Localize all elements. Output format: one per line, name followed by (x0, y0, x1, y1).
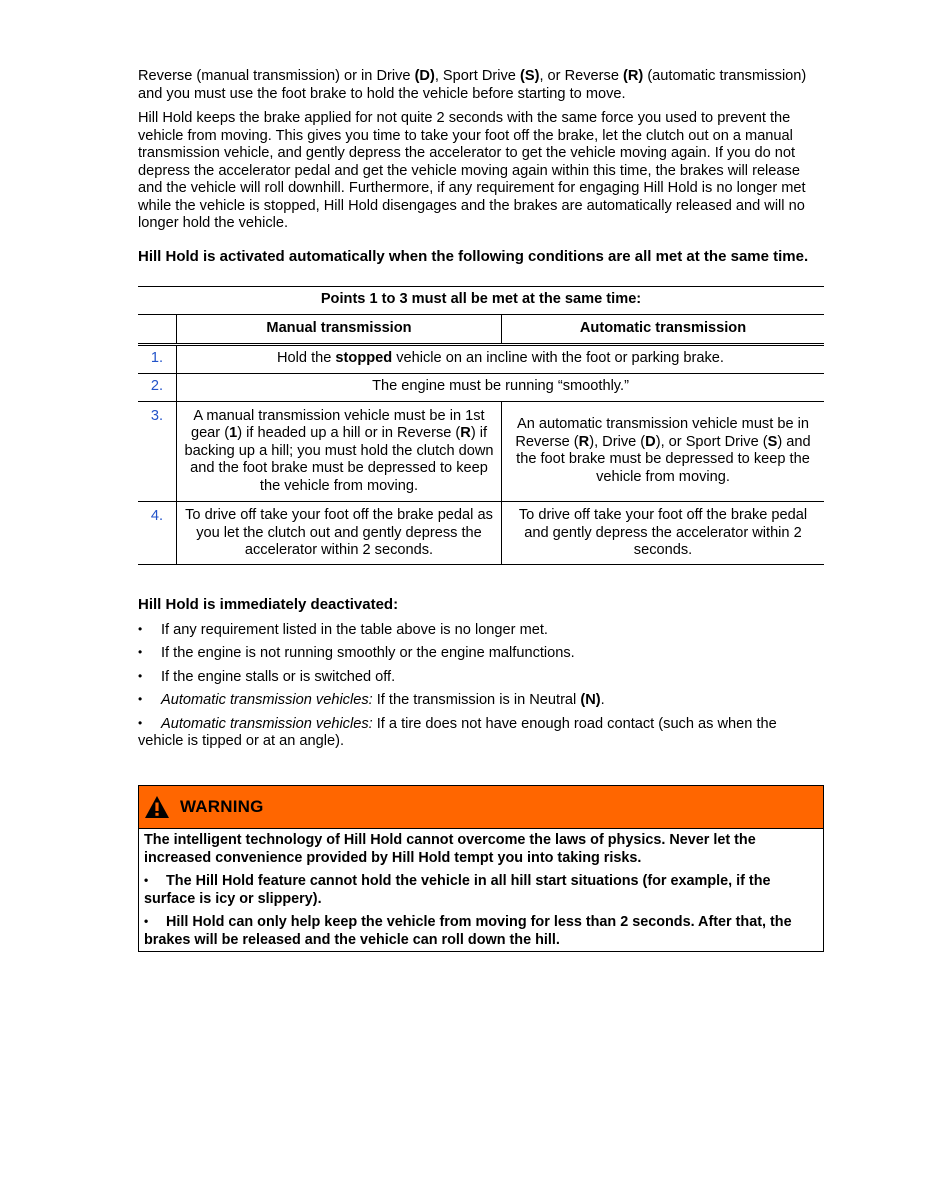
deactivated-list (138, 621, 824, 751)
deactivated-heading: Hill Hold is immediately deactivated: (138, 595, 399, 613)
automatic-cell: An automatic transmission vehicle must be in Reverse (R), Drive (D), or Sport Drive (S) and the foot brake must be depressed to keep the vehicle from moving. (502, 401, 825, 502)
table-corner-cell (138, 314, 177, 344)
row-combined-cell: Hold the stopped vehicle on an incline with the foot or parking brake. (177, 344, 825, 373)
warning-box (138, 785, 824, 952)
list-item-text: If any requirement listed in the table above is no longer met. (161, 621, 548, 638)
row-number: 2. (138, 373, 177, 401)
manual-cell: A manual transmission vehicle must be in 1st gear (1) if headed up a hill or in Reverse (R) if backing up a hill; you must hold the clutch down and the foot brake must be depressed to keep the vehicle from moving. (177, 401, 502, 502)
list-item (138, 621, 824, 640)
list-item (138, 668, 824, 687)
warning-bullet (144, 913, 818, 949)
column-header-automatic: Automatic transmission (502, 314, 825, 344)
page-content (138, 68, 824, 756)
bullet-icon: • (138, 645, 143, 659)
row-number: 3. (138, 401, 177, 502)
conditions-heading: Hill Hold is activated automatically when the following conditions are all met at the same time. (138, 247, 809, 265)
warning-intro: The intelligent technology of Hill Hold cannot overcome the laws of physics. Never let the increased convenience provided by Hill Hold tempt you into taking risks. (144, 832, 756, 866)
warning-bullet-text: Hill Hold can only help keep the vehicle from moving for less than 2 seconds. After that, the brakes will be released and the vehicle can roll down the hill. (144, 914, 792, 948)
intro-paragraph-1: Reverse (manual transmission) or in Drive (D), Sport Drive (S), or Reverse (R) (automatic transmission) and you must use the foot brake to hold the vehicle before starting to move. (138, 68, 807, 102)
bullet-icon: • (138, 715, 143, 730)
list-item-text: If the engine stalls or is switched off. (161, 668, 396, 685)
column-header-manual: Manual transmission (177, 314, 502, 344)
bullet-icon: • (144, 914, 149, 928)
warning-triangle-icon (144, 795, 170, 819)
manual-cell: To drive off take your foot off the brake pedal as you let the clutch out and gently depress the accelerator within 2 seconds. (177, 502, 502, 565)
table-row (138, 373, 824, 401)
table-row (138, 344, 824, 373)
warning-title: WARNING (180, 797, 264, 816)
bullet-icon: • (138, 621, 143, 636)
warning-body (139, 829, 823, 951)
list-item-text: Automatic transmission vehicles: If a tire does not have enough road contact (such as when the vehicle is tipped or at an angle). (138, 715, 777, 749)
bullet-icon: • (138, 668, 143, 683)
list-item (138, 644, 824, 663)
list-item (138, 691, 824, 710)
row-number: 4. (138, 502, 177, 565)
bullet-icon: • (144, 873, 149, 887)
list-item-text: Automatic transmission vehicles: If the transmission is in Neutral (N). (161, 692, 605, 708)
row-combined-cell: The engine must be running “smoothly.” (177, 373, 825, 401)
table-span-header: Points 1 to 3 must all be met at the same time: (138, 286, 824, 314)
warning-header (139, 786, 823, 829)
automatic-cell: To drive off take your foot off the brake pedal and gently depress the accelerator within 2 seconds. (502, 502, 825, 565)
intro-paragraph-2: Hill Hold keeps the brake applied for not quite 2 seconds with the same force you used to prevent the vehicle from moving. This gives you time to take your foot off the brake, let the clutch out on a manual transmission vehicle, and gently depress the accelerator to get the vehicle moving again. If you do not depress the accelerator pedal and get the vehicle moving again within this time, the brakes will release and the vehicle will roll downhill. Furthermore, if any requirement for engaging Hill Hold is no longer met while the vehicle is stopped, Hill Hold disengages and the brakes are automatically released and will no longer hold the vehicle. (138, 110, 806, 231)
table-row (138, 401, 824, 502)
warning-bullet (144, 872, 818, 908)
bullet-icon: • (138, 692, 143, 706)
list-item-text: If the engine is not running smoothly or the engine malfunctions. (161, 645, 575, 661)
table-row (138, 502, 824, 565)
list-item (138, 715, 824, 751)
conditions-table (138, 286, 824, 565)
row-number: 1. (138, 344, 177, 373)
warning-bullet-text: The Hill Hold feature cannot hold the vehicle in all hill start situations (for example, if the surface is icy or slippery). (144, 873, 771, 907)
